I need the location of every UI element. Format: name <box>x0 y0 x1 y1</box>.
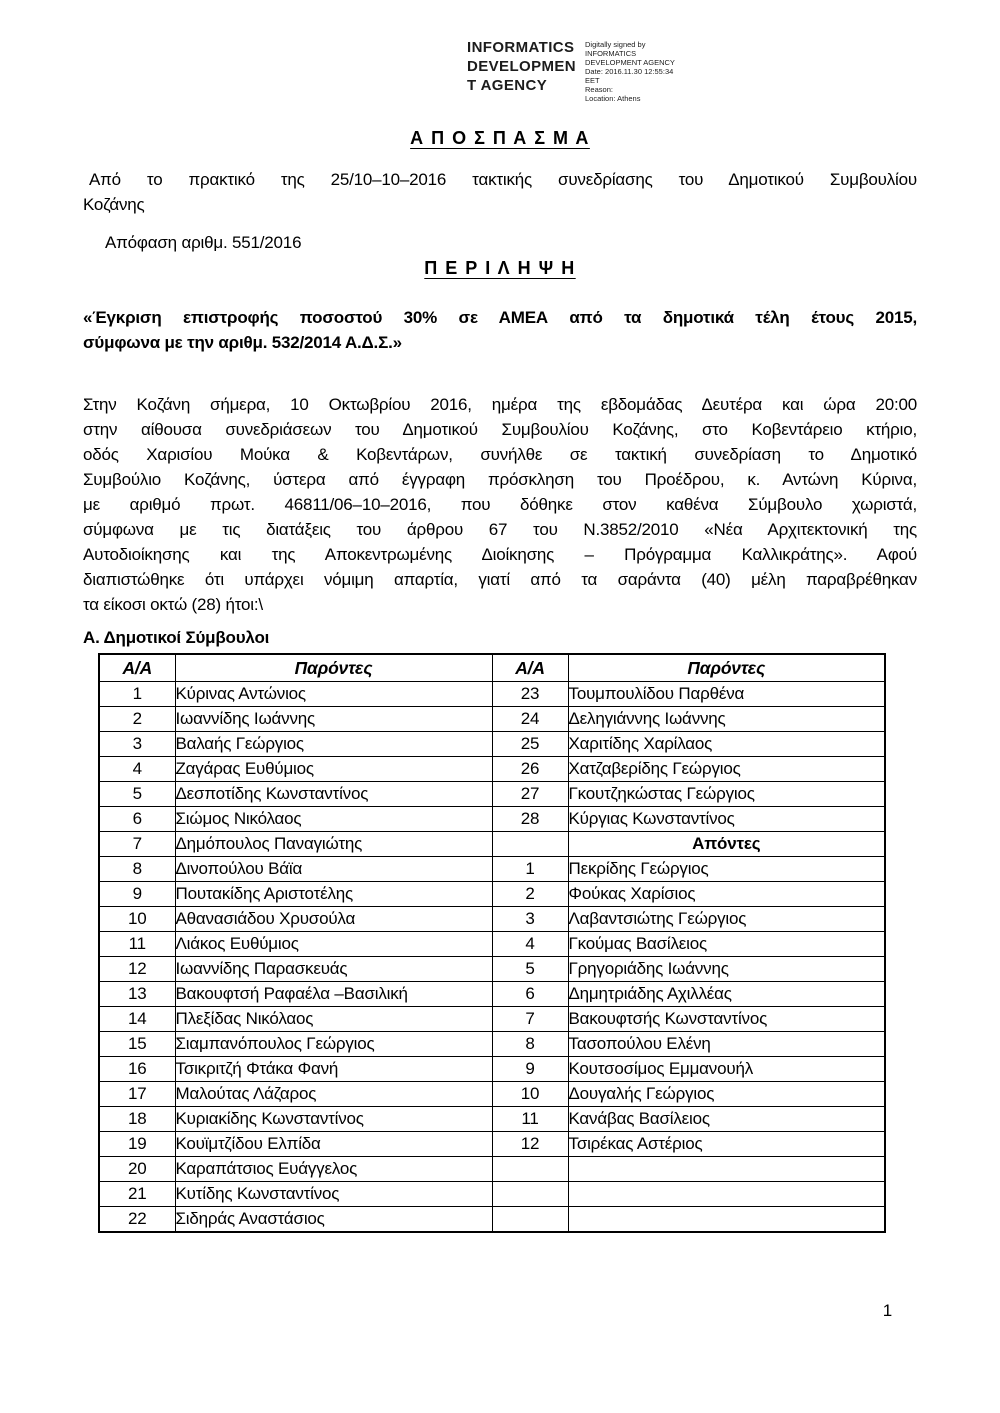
row-number-cell <box>492 1157 568 1182</box>
councilor-name-cell: Δουγαλής Γεώργιος <box>568 1082 885 1107</box>
table-row <box>99 682 885 707</box>
row-number-cell: 14 <box>99 1007 175 1032</box>
text-line: EET <box>585 76 600 85</box>
row-number-cell: 24 <box>492 707 568 732</box>
text-line: σύμφωνα με τις διατάξεις του άρθρου 67 του Ν.3852/2010 «Νέα Αρχιτεκτονική της <box>83 520 917 539</box>
row-number-cell: 10 <box>99 907 175 932</box>
signature-agency-name <box>467 38 576 103</box>
table-row <box>99 832 885 857</box>
row-number-cell: 20 <box>99 1157 175 1182</box>
councilor-name-cell: Γκουτζηκώστας Γεώργιος <box>568 782 885 807</box>
text-line: Συμβούλιο Κοζάνης, ύστερα από έγγραφη πρόσκληση του Προέδρου, κ. Αντώνη Κύρινα, <box>83 470 917 489</box>
councilors-table <box>98 653 886 1233</box>
text-line: οδός Χαρισίου Μούκα & Κοβεντάρων, συνήλθε σε τακτική συνεδρίαση το Δημοτικό <box>83 445 917 464</box>
row-number-cell: 27 <box>492 782 568 807</box>
text-line: Κοζάνης <box>83 195 145 214</box>
row-number-cell: 1 <box>492 857 568 882</box>
councilor-name-cell: Χατζαβερίδης Γεώργιος <box>568 757 885 782</box>
text-line: T AGENCY <box>467 77 548 94</box>
row-number-cell: 11 <box>99 932 175 957</box>
row-number-cell: 22 <box>99 1207 175 1233</box>
document-content <box>0 38 1000 1233</box>
page-number: 1 <box>882 1301 892 1320</box>
row-number-cell: 3 <box>492 907 568 932</box>
row-number-cell: 3 <box>99 732 175 757</box>
table-body <box>99 682 885 1233</box>
text-line: Location: Athens <box>585 94 641 103</box>
councilor-name-cell: Μαλούτας Λάζαρος <box>175 1082 492 1107</box>
councilor-name-cell: Κουτσοσίμος Εμμανουήλ <box>568 1057 885 1082</box>
row-number-cell: 19 <box>99 1132 175 1157</box>
header-present-right: Παρόντες <box>568 654 885 682</box>
councilor-name-cell: Σιώμος Νικόλαος <box>175 807 492 832</box>
text-line: στην αίθουσα συνεδριάσεων του Δημοτικού Συμβουλίου Κοζάνης, στο Κοβεντάρειο κτήριο, <box>83 420 917 439</box>
councilor-name-cell: Σιδηράς Αναστάσιος <box>175 1207 492 1233</box>
row-number-cell: 4 <box>492 932 568 957</box>
table-header-row <box>99 654 885 682</box>
body-paragraph <box>83 392 917 617</box>
header-present-left: Παρόντες <box>175 654 492 682</box>
councilor-name-cell: Γκούμας Βασίλειος <box>568 932 885 957</box>
text-line: σύμφωνα με την αριθμ. 532/2014 Α.Δ.Σ.» <box>83 333 402 352</box>
text-line: Στην Κοζάνη σήμερα, 10 Οκτωβρίου 2016, ημέρα της εβδομάδας Δευτέρα και ώρα 20:00 <box>83 395 917 414</box>
header-aa-right: Α/Α <box>492 654 568 682</box>
row-number-cell: 6 <box>99 807 175 832</box>
row-number-cell: 21 <box>99 1182 175 1207</box>
header-aa-left: Α/Α <box>99 654 175 682</box>
table-row <box>99 757 885 782</box>
row-number-cell: 12 <box>99 957 175 982</box>
councilor-name-cell: Πεκρίδης Γεώργιος <box>568 857 885 882</box>
table-row <box>99 957 885 982</box>
text-line: INFORMATICS <box>585 49 637 58</box>
councilor-name-cell: Απόντες <box>568 832 885 857</box>
row-number-cell: 8 <box>99 857 175 882</box>
text-line: «Έγκριση επιστροφής ποσοστού 30% σε ΑΜΕΑ από τα δημοτικά τέλη έτους 2015, <box>83 308 917 327</box>
councilor-name-cell: Κουϊμτζίδου Ελπίδα <box>175 1132 492 1157</box>
councilor-name-cell: Τουμπουλίδου Παρθένα <box>568 682 885 707</box>
councilor-name-cell: Δεσποτίδης Κωνσταντίνος <box>175 782 492 807</box>
councilor-name-cell: Κυριακίδης Κωνσταντίνος <box>175 1107 492 1132</box>
row-number-cell: 5 <box>99 782 175 807</box>
text-line: DEVELOPMENT AGENCY <box>585 58 675 67</box>
row-number-cell: 28 <box>492 807 568 832</box>
councilor-name-cell: Λαβαντσιώτης Γεώργιος <box>568 907 885 932</box>
table-row <box>99 1057 885 1082</box>
row-number-cell: 6 <box>492 982 568 1007</box>
table-row <box>99 1007 885 1032</box>
text-line: Date: 2016.11.30 12:55:34 <box>585 67 674 76</box>
councilor-name-cell: Πουτακίδης Αριστοτέλης <box>175 882 492 907</box>
table-row <box>99 1082 885 1107</box>
row-number-cell: 17 <box>99 1082 175 1107</box>
row-number-cell: 10 <box>492 1082 568 1107</box>
row-number-cell: 2 <box>99 707 175 732</box>
row-number-cell: 9 <box>492 1057 568 1082</box>
councilor-name-cell: Κυτίδης Κωνσταντίνος <box>175 1182 492 1207</box>
table-row <box>99 1032 885 1057</box>
row-number-cell: 9 <box>99 882 175 907</box>
councilor-name-cell <box>568 1157 885 1182</box>
text-line: τα είκοσι οκτώ (28) ήτοι:\ <box>83 595 263 614</box>
table-row <box>99 1182 885 1207</box>
table-row <box>99 882 885 907</box>
table-row <box>99 932 885 957</box>
text-line: Digitally signed by <box>585 40 646 49</box>
table-row <box>99 782 885 807</box>
row-number-cell: 4 <box>99 757 175 782</box>
councilor-name-cell: Δημόπουλος Παναγιώτης <box>175 832 492 857</box>
councilor-name-cell: Γρηγοριάδης Ιωάννης <box>568 957 885 982</box>
row-number-cell: 25 <box>492 732 568 757</box>
table-row <box>99 1132 885 1157</box>
text-line: Αυτοδιοίκησης και της Αποκεντρωμένης Διοίκησης – Πρόγραμμα Καλλικράτης». Αφού <box>83 545 917 564</box>
councilor-name-cell <box>568 1182 885 1207</box>
text-line: με αριθμό πρωτ. 46811/06–10–2016, που δόθηκε στον καθένα Σύμβουλο χωριστά, <box>83 495 917 514</box>
councilor-name-cell: Κύρινας Αντώνιος <box>175 682 492 707</box>
table-row <box>99 857 885 882</box>
councilor-name-cell: Ιωαννίδης Ιωάννης <box>175 707 492 732</box>
summary-paragraph <box>83 305 917 355</box>
row-number-cell: 12 <box>492 1132 568 1157</box>
row-number-cell: 15 <box>99 1032 175 1057</box>
councilor-name-cell: Φούκας Χαρίσιος <box>568 882 885 907</box>
councilor-name-cell: Ιωαννίδης Παρασκευάς <box>175 957 492 982</box>
row-number-cell <box>492 1207 568 1233</box>
document-title: Α Π Ο Σ Π Α Σ Μ Α <box>410 128 590 148</box>
councilor-name-cell: Βακουφτσή Ραφαέλα –Βασιλική <box>175 982 492 1007</box>
councilor-name-cell: Αθανασιάδου Χρυσούλα <box>175 907 492 932</box>
councilor-name-cell: Τσιρέκας Αστέριος <box>568 1132 885 1157</box>
row-number-cell: 8 <box>492 1032 568 1057</box>
councilor-name-cell: Κύργιας Κωνσταντίνος <box>568 807 885 832</box>
councilor-name-cell: Βαλαής Γεώργιος <box>175 732 492 757</box>
row-number-cell: 13 <box>99 982 175 1007</box>
text-line: INFORMATICS <box>467 39 575 56</box>
row-number-cell: 23 <box>492 682 568 707</box>
table-row <box>99 1107 885 1132</box>
councilor-name-cell <box>568 1207 885 1233</box>
councilor-name-cell: Δεληγιάννης Ιωάννης <box>568 707 885 732</box>
digital-signature-block <box>467 38 917 103</box>
row-number-cell <box>492 832 568 857</box>
table-row <box>99 982 885 1007</box>
table-row <box>99 807 885 832</box>
row-number-cell: 1 <box>99 682 175 707</box>
table-row <box>99 1157 885 1182</box>
table-row <box>99 732 885 757</box>
row-number-cell: 7 <box>492 1007 568 1032</box>
councilor-name-cell: Καραπάτσιος Ευάγγελος <box>175 1157 492 1182</box>
councilor-name-cell: Τασοπούλου Ελένη <box>568 1032 885 1057</box>
row-number-cell: 5 <box>492 957 568 982</box>
councilor-name-cell: Ζαγάρας Ευθύμιος <box>175 757 492 782</box>
text-line: Reason: <box>585 85 613 94</box>
decision-number: Απόφαση αριθμ. 551/2016 <box>105 233 302 252</box>
intro-paragraph <box>83 167 917 217</box>
councilor-name-cell: Βακουφτσής Κωνσταντίνος <box>568 1007 885 1032</box>
row-number-cell: 16 <box>99 1057 175 1082</box>
councilor-name-cell: Λιάκος Ευθύμιος <box>175 932 492 957</box>
table-row <box>99 907 885 932</box>
row-number-cell: 2 <box>492 882 568 907</box>
councilor-name-cell: Πλεξίδας Νικόλαος <box>175 1007 492 1032</box>
councilor-name-cell: Κανάβας Βασίλειος <box>568 1107 885 1132</box>
table-row <box>99 707 885 732</box>
text-line: DEVELOPMEN <box>467 58 577 75</box>
signature-details <box>585 38 675 103</box>
text-line: διαπιστώθηκε ότι υπάρχει νόμιμη απαρτία, γιατί από τα σαράντα (40) μέλη παραβρέθηκαν <box>83 570 917 589</box>
councilor-name-cell: Σιαμπανόπουλος Γεώργιος <box>175 1032 492 1057</box>
councilor-name-cell: Δινοπούλου Βάϊα <box>175 857 492 882</box>
row-number-cell: 18 <box>99 1107 175 1132</box>
row-number-cell: 26 <box>492 757 568 782</box>
row-number-cell <box>492 1182 568 1207</box>
row-number-cell: 7 <box>99 832 175 857</box>
councilor-name-cell: Τσικριτζή Φτάκα Φανή <box>175 1057 492 1082</box>
councilor-name-cell: Δημητριάδης Αχιλλέας <box>568 982 885 1007</box>
table-row <box>99 1207 885 1233</box>
councilor-name-cell: Χαριτίδης Χαρίλαος <box>568 732 885 757</box>
table-section-heading: Α. Δημοτικοί Σύμβουλοι <box>83 628 270 647</box>
summary-title: Π Ε Ρ Ι Λ Η Ψ Η <box>424 258 576 278</box>
row-number-cell: 11 <box>492 1107 568 1132</box>
text-line: Από το πρακτικό της 25/10–10–2016 τακτικής συνεδρίασης του Δημοτικού Συμβουλίου <box>89 170 917 189</box>
